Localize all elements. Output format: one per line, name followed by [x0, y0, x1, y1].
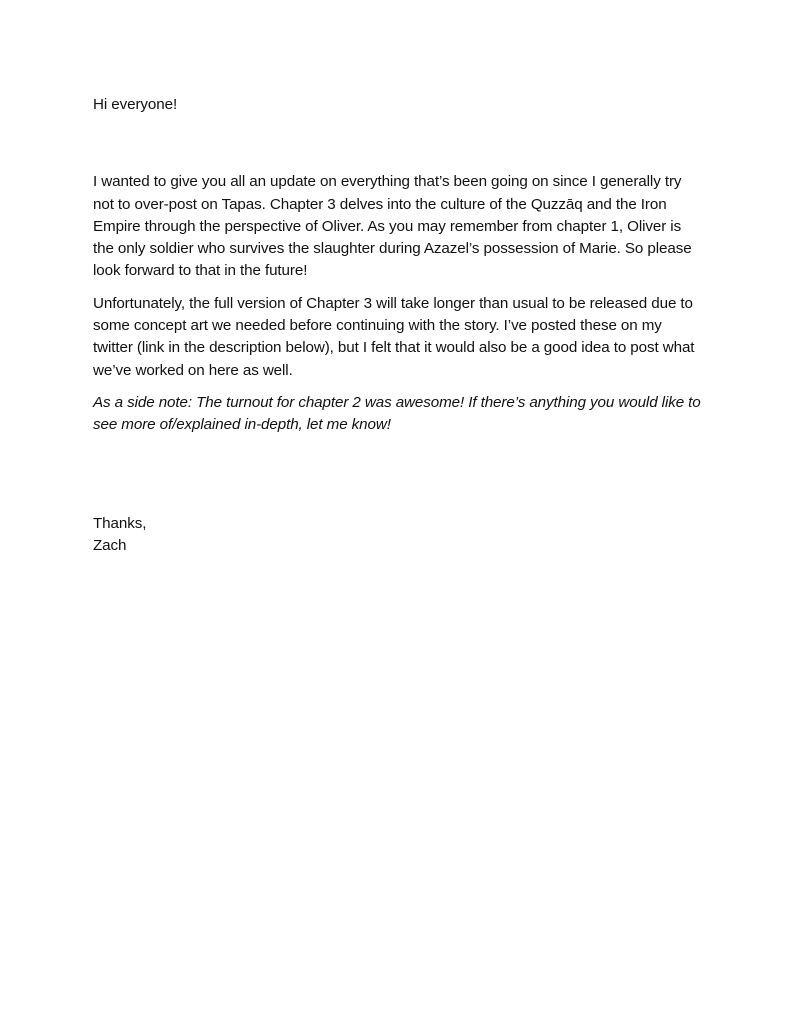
closing: Thanks,	[93, 514, 147, 532]
paragraph-delay: Unfortunately, the full version of Chapter 3 will take longer than usual to be released due to some concept art we needed before continuing with the story. I’ve posted these on my twitter (link in the description below), but I felt that it would also be a good idea to post what we’ve worked on here as well.	[93, 294, 695, 379]
paragraph-update: I wanted to give you all an update on everything that’s been going on since I generally try not to over-post on Tapas. Chapter 3 delves into the culture of the Quzzāq and the Iron Empire through the perspective of Oliver. As you may remember from chapter 1, Oliver is the only soldier who survives the slaughter during Azazel’s possession of Marie. So please look forward to that in the future!	[93, 173, 692, 280]
paragraph-side-note: As a side note: The turnout for chapter 2 was awesome! If there’s anything you would like to see more of/explained in-depth, let me know!	[93, 393, 701, 434]
letter-body	[93, 94, 705, 557]
greeting: Hi everyone!	[93, 96, 178, 113]
signature: Zach	[93, 536, 127, 554]
